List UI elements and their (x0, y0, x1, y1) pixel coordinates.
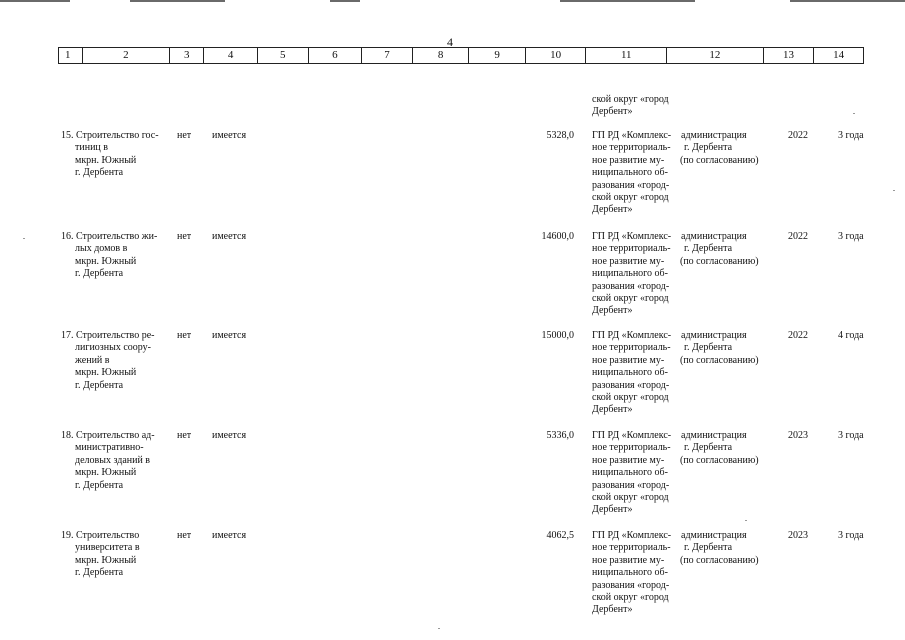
row-col11-line: Дербент» (592, 305, 633, 317)
header-col-12: 12 (667, 48, 763, 63)
header-col-7: 7 (362, 48, 413, 63)
header-col-9: 9 (469, 48, 526, 63)
row-col12-line: г. Дербента (684, 243, 733, 255)
row-col3: нет (177, 530, 192, 541)
row-col11-line: Дербент» (592, 204, 633, 216)
row-col11-line: ской округ «город (592, 492, 669, 503)
row-col11-line: разования «город- (592, 479, 670, 491)
row-name-line: мкрн. Южный (75, 255, 137, 267)
row-col13: 2023 (788, 530, 808, 541)
row-name-line: министративно- (75, 442, 144, 454)
row-col13: 2022 (788, 330, 808, 341)
row-name-line: мкрн. Южный (75, 367, 137, 379)
row-name-line: мкрн. Южный (75, 467, 137, 479)
row-col12-line: (по согласованию) (680, 554, 759, 566)
row-col11-line: Дербент» (592, 504, 633, 516)
row-col11-line: ное территориаль- (592, 542, 671, 554)
row-col11-line: разования «город- (592, 280, 670, 292)
header-col-5: 5 (258, 48, 309, 63)
row-name-line: г. Дербента (75, 379, 124, 391)
row-name-line: лигиозных соору- (75, 342, 151, 354)
row-col11-line: ГП РД «Комплекс- (592, 330, 672, 341)
row-col14: 3 года (838, 530, 864, 541)
row-col11-line: разования «город- (592, 579, 670, 591)
row-name-line: лых домов в (75, 243, 128, 255)
scan-speck (745, 520, 747, 521)
row-col10: 15000,0 (541, 330, 574, 341)
row-col11-line: ное территориаль- (592, 342, 671, 354)
row-col10: 14600,0 (541, 231, 574, 242)
scan-speck (853, 113, 855, 114)
header-col-11: 11 (586, 48, 667, 63)
row-name-line: 18. Строительство ад- (61, 430, 155, 441)
table-header-row (58, 47, 864, 64)
row-name-line: г. Дербента (75, 479, 124, 491)
row-col10: 5336,0 (546, 430, 574, 441)
row-col12-line: администрация (681, 330, 747, 341)
row-name-line: деловых зданий в (75, 454, 151, 466)
row-col11-line: ное развитие му- (592, 154, 665, 166)
row-col11-line: ской округ «город (592, 293, 669, 304)
row-col12-line: (по согласованию) (680, 454, 759, 466)
row-col3: нет (177, 330, 192, 341)
row-name-line: университета в (75, 542, 140, 554)
row-col11-line: ниципального об- (592, 268, 668, 280)
header-col-6: 6 (309, 48, 363, 63)
row-col13: 2023 (788, 430, 808, 441)
row-col11-line: ской округ «город (592, 392, 669, 403)
row-col4: имеется (212, 530, 247, 541)
row-name-line: 19. Строительство (61, 530, 140, 541)
row-col11-line: разования «город- (592, 379, 670, 391)
header-col-1: 1 (59, 48, 83, 63)
row-col14: 4 года (838, 330, 864, 341)
header-col-13: 13 (764, 48, 815, 63)
row-col14: 3 года (838, 231, 864, 242)
row-col10: 5328,0 (546, 130, 574, 141)
row-col12-line: г. Дербента (684, 342, 733, 354)
row-col12-line: администрация (681, 530, 747, 541)
row-col11-line: ской округ «город (592, 592, 669, 603)
row-col11-line: ное территориаль- (592, 442, 671, 454)
row-col11-line: ниципального об- (592, 167, 668, 179)
row-col13: 2022 (788, 231, 808, 242)
row-col3: нет (177, 231, 192, 242)
header-col-4: 4 (204, 48, 258, 63)
row-name-line: тиниц в (75, 142, 108, 154)
row-col12-line: г. Дербента (684, 442, 733, 454)
row-col4: имеется (212, 231, 247, 242)
row-col11-line: ное развитие му- (592, 354, 665, 366)
row-col11-line: ное территориаль- (592, 142, 671, 154)
row-col10: 4062,5 (546, 530, 574, 541)
continuation-col11-line: Дербент» (592, 106, 633, 118)
row-col12-line: г. Дербента (684, 542, 733, 554)
row-name-line: г. Дербента (75, 167, 124, 179)
row-col11-line: Дербент» (592, 604, 633, 616)
page-number: 4 (447, 35, 453, 49)
scan-speck (23, 238, 25, 239)
row-col11-line: ниципального об- (592, 367, 668, 379)
row-col12-line: г. Дербента (684, 142, 733, 154)
row-col11-line: ГП РД «Комплекс- (592, 530, 672, 541)
row-name-line: г. Дербента (75, 567, 124, 579)
row-col11-line: ное развитие му- (592, 554, 665, 566)
row-col14: 3 года (838, 430, 864, 441)
row-col11-line: ное территориаль- (592, 243, 671, 255)
row-col12-line: администрация (681, 130, 747, 141)
row-name-line: 15. Строительство гос- (61, 130, 159, 141)
row-col3: нет (177, 130, 192, 141)
header-col-8: 8 (413, 48, 470, 63)
row-name-line: г. Дербента (75, 268, 124, 280)
row-col11-line: ное развитие му- (592, 255, 665, 267)
row-col11-line: ГП РД «Комплекс- (592, 130, 672, 141)
row-col11-line: ниципального об- (592, 467, 668, 479)
row-col11-line: ГП РД «Комплекс- (592, 430, 672, 441)
row-col4: имеется (212, 330, 247, 341)
header-col-3: 3 (170, 48, 204, 63)
continuation-col11-line: ской округ «город (592, 94, 669, 105)
row-col4: имеется (212, 430, 247, 441)
header-col-10: 10 (526, 48, 586, 63)
row-col12-line: (по согласованию) (680, 154, 759, 166)
row-col11-line: разования «город- (592, 179, 670, 191)
row-col14: 3 года (838, 130, 864, 141)
header-col-2: 2 (83, 48, 171, 63)
row-col13: 2022 (788, 130, 808, 141)
row-name-line: жений в (75, 354, 110, 366)
row-col11-line: ской округ «город (592, 192, 669, 203)
row-col12-line: (по согласованию) (680, 354, 759, 366)
row-col11-line: ное развитие му- (592, 454, 665, 466)
row-col4: имеется (212, 130, 247, 141)
header-col-14: 14 (833, 49, 845, 61)
row-name-line: мкрн. Южный (75, 554, 137, 566)
row-col12-line: администрация (681, 231, 747, 242)
row-name-line: мкрн. Южный (75, 154, 137, 166)
row-name-line: 16. Строительство жи- (61, 231, 158, 242)
row-col12-line: (по согласованию) (680, 255, 759, 267)
scan-speck (893, 190, 895, 191)
row-col3: нет (177, 430, 192, 441)
scan-speck (438, 628, 440, 629)
row-col11-line: ГП РД «Комплекс- (592, 231, 672, 242)
row-col12-line: администрация (681, 430, 747, 441)
row-name-line: 17. Строительство ре- (61, 330, 155, 341)
row-col11-line: ниципального об- (592, 567, 668, 579)
row-col11-line: Дербент» (592, 404, 633, 416)
scan-top-edge (0, 0, 905, 2)
